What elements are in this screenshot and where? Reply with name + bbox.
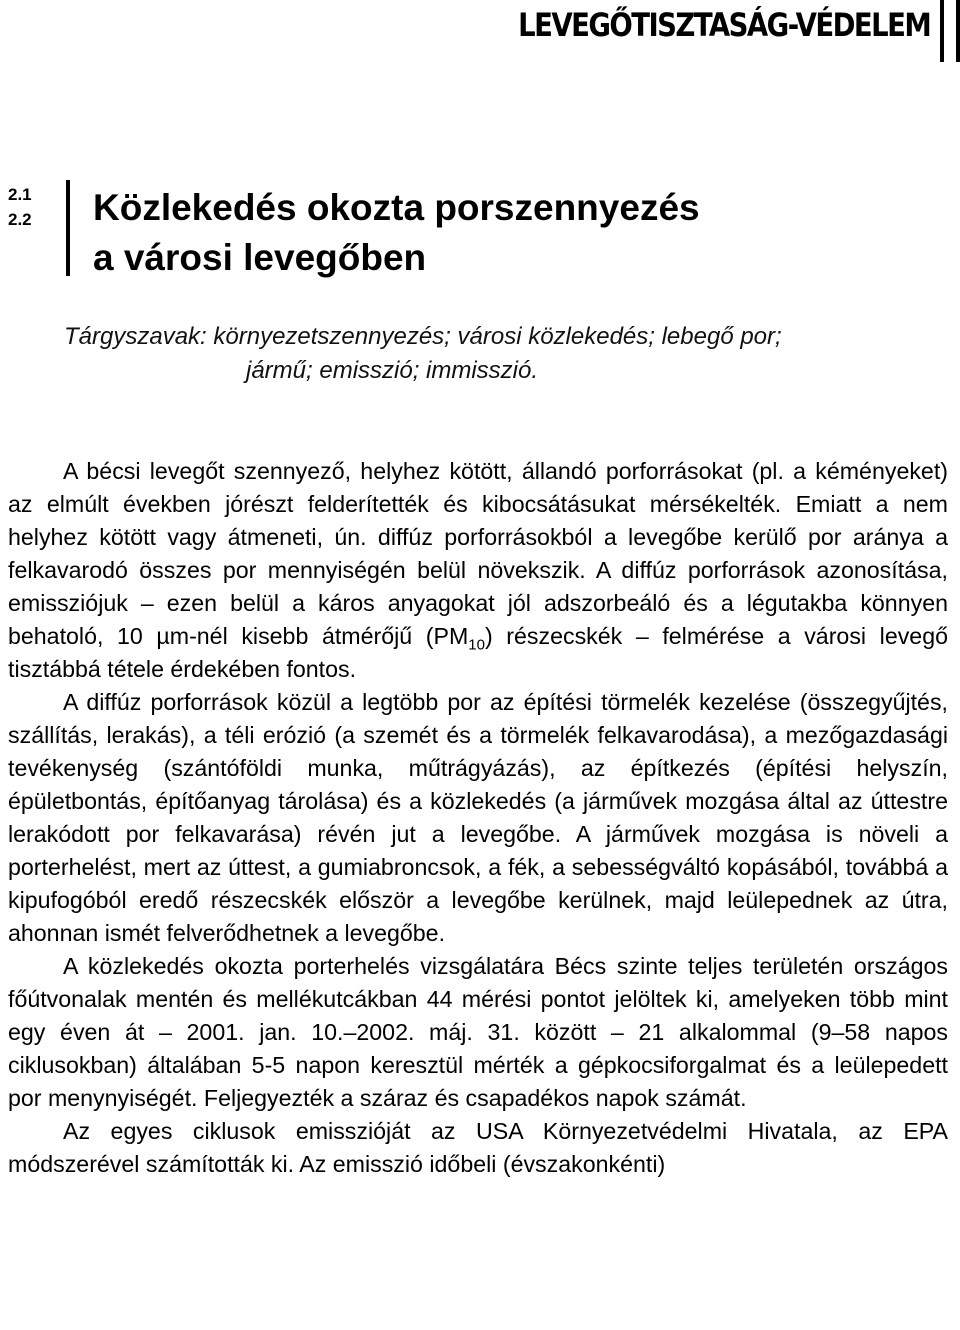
header-double-rule — [940, 0, 960, 62]
article-title-line2: a városi levegőben — [93, 237, 427, 278]
keywords — [64, 320, 944, 388]
keywords-line1: Tárgyszavak: környezetszennyezés; városi közlekedés; lebegő por; — [64, 323, 782, 350]
article-body — [8, 455, 948, 1181]
section-number-line2: 2.2 — [8, 210, 32, 229]
keywords-line2: jármű; emisszió; immisszió. — [246, 357, 539, 384]
paragraph-1-text-a: A bécsi levegőt szennyező, helyhez kötött, állandó porforrásokat (pl. a kéményeket) az elmúlt években jórészt felderítették és kibocsátásukat mérsékelték. Emiatt a nem helyhez kötött vagy átmeneti, ún. diffúz porforrásokból a levegőbe kerülő por aránya a felkavarodó összes por mennyiségén belül növekszik. A diffúz porforrások azonosítása, emissziójuk – ezen belül a káros anyagokat jól adszorbeáló és a légutakba könnyen behatoló, 10 µm-nél kisebb átmérőjű (PM — [8, 458, 948, 649]
paragraph-2: A diffúz porforrások közül a legtöbb por az építési törmelék kezelése (összegyűjtés, szállítás, lerakás), a téli erózió (a szemét és a törmelék felkavarodása), a mezőgazdasági tevékenység (szántóföldi munka, műtrágyázás), az építkezés (építési helyszín, épületbontás, építőanyag tárolása) és a közlekedés (a járművek mozgása által az úttestre lerakódott por felkavarása) révén jut a levegőbe. A járművek mozgása is növeli a porterhelést, mert az úttest, a gumiabroncsok, a fék, a sebességváltó kopásából, továbbá a kipufogóból eredő részecskék először a levegőbe kerülnek, majd leülepednek az útra, ahonnan ismét felverődhetnek a levegőbe. — [8, 689, 948, 946]
running-header-title: LEVEGŐTISZTASÁG-VÉDELEM — [517, 6, 930, 44]
section-number-line1: 2.1 — [8, 185, 32, 204]
pm-subscript: 10 — [468, 636, 485, 654]
paragraph-1 — [8, 455, 948, 686]
section-divider-bar — [66, 180, 70, 276]
paragraph-3: A közlekedés okozta porterhelés vizsgálatára Bécs szinte teljes területén országos főútvonalak mentén és mellékutcákban 44 mérési pontot jelöltek ki, amelyeken több mint egy éven át – 2001. jan. 10.–2002. máj. 31. között – 21 alkalommal (9–58 napos ciklusokban) általában 5-5 napon keresztül mérték a gépkocsiforgalmat és a leülepedett por menynyiségét. Feljegyezték a száraz és csapadékos napok számát. — [8, 953, 948, 1111]
paragraph-1-text-b: ) részecskék – felmérése a városi levegő tisztábbá tétele érdekében fontos. — [8, 623, 948, 682]
article-title — [93, 183, 700, 283]
paragraph-4: Az egyes ciklusok emisszióját az USA Környezetvédelmi Hivatala, az EPA módszerével számították ki. Az emisszió időbeli (évszakonkénti) — [8, 1118, 948, 1177]
section-number — [8, 182, 32, 232]
article-title-line1: Közlekedés okozta porszennyezés — [93, 187, 700, 228]
